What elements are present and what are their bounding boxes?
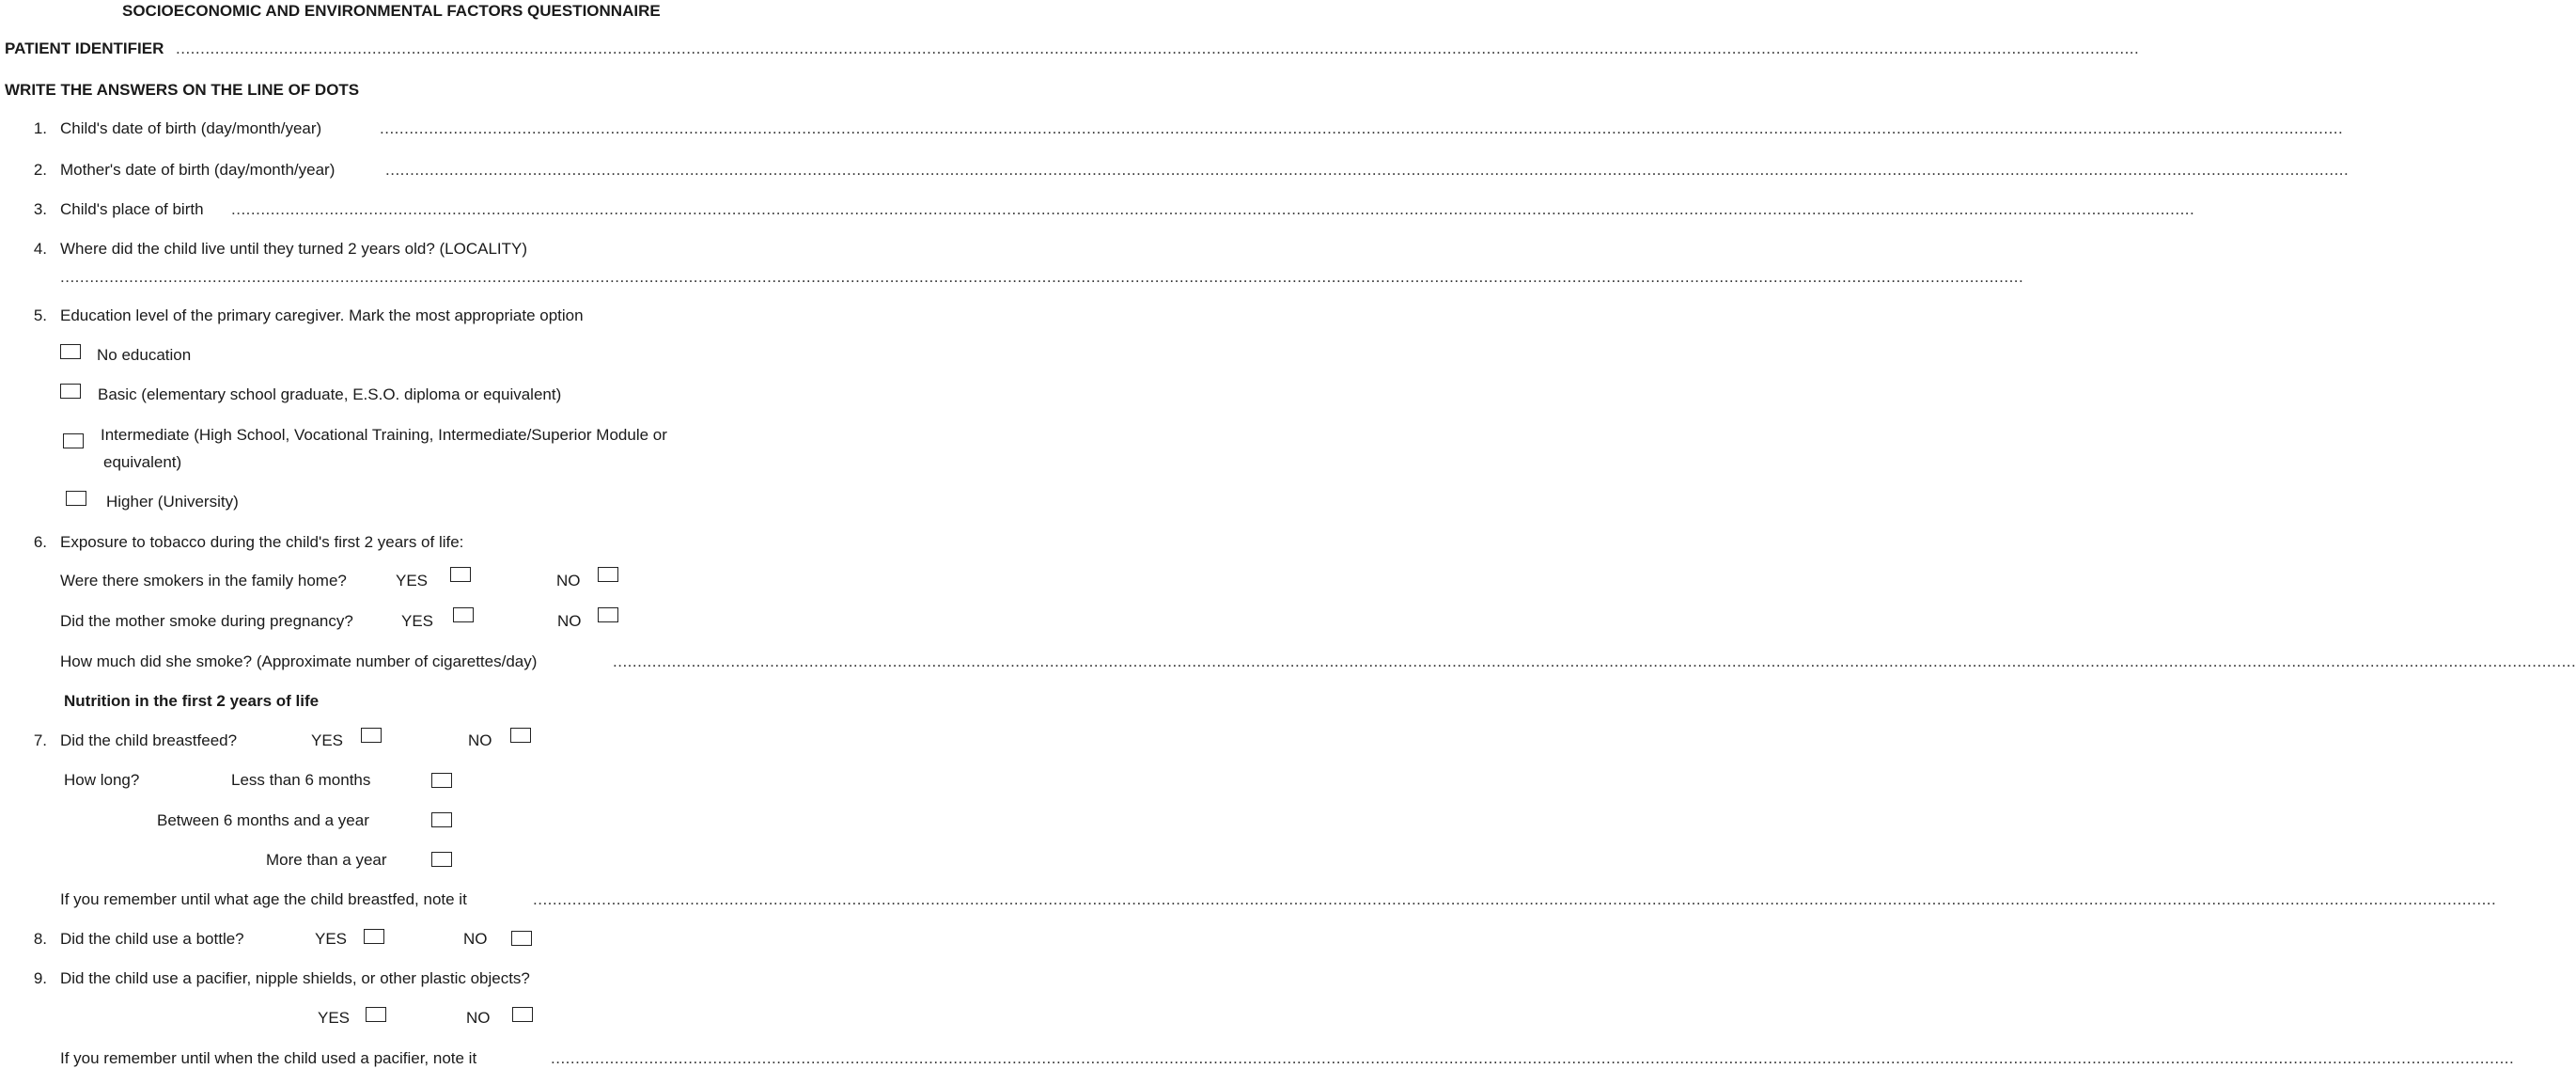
q7-duration-6-12-label: Between 6 months and a year [157, 811, 369, 829]
q6-how-much-question: How much did she smoke? (Approximate number of cigarettes/day) [60, 652, 538, 670]
q5-option-basic-checkbox[interactable] [60, 384, 81, 399]
q1-answer-line[interactable]: ................................................................................................................................................................................................................................................................................................................................................................................................................ [380, 119, 2344, 137]
q5-option-intermediate-label-cont: equivalent) [103, 453, 182, 471]
q6-number: 6. [33, 533, 47, 551]
q8-text: Did the child use a bottle? [60, 930, 244, 948]
q1-number: 1. [33, 119, 47, 137]
q7-duration-more-year-checkbox[interactable] [431, 852, 452, 867]
q6-mother-smoke-question: Did the mother smoke during pregnancy? [60, 612, 353, 630]
q8-no-label: NO [463, 930, 488, 948]
q5-option-intermediate-label: Intermediate (High School, Vocational Training, Intermediate/Superior Module or [101, 426, 667, 444]
q6-mother-smoke-yes-label: YES [401, 612, 434, 630]
patient-identifier-label: PATIENT IDENTIFIER [5, 39, 164, 57]
q7-duration-6-12-checkbox[interactable] [431, 812, 452, 827]
q2-number: 2. [33, 161, 47, 179]
q7-duration-less-6-checkbox[interactable] [431, 773, 452, 788]
q9-number: 9. [33, 969, 47, 987]
q7-remember-answer-line[interactable]: ................................................................................................................................................................................................................................................................................................................................................................................................................ [533, 890, 2497, 908]
q7-text: Did the child breastfeed? [60, 731, 238, 749]
q8-yes-checkbox[interactable] [364, 929, 384, 944]
q4-number: 4. [33, 240, 47, 258]
q4-answer-line[interactable]: ................................................................................................................................................................................................................................................................................................................................................................................................................ [60, 268, 2024, 286]
q5-option-intermediate-checkbox[interactable] [63, 433, 84, 448]
q4-text: Where did the child live until they turned 2 years old? (LOCALITY) [60, 240, 528, 258]
q6-how-much-answer-line[interactable]: ................................................................................................................................................................................................................................................................................................................................................................................................................ [613, 652, 2576, 670]
q6-smokers-home-yes-checkbox[interactable] [450, 567, 471, 582]
q9-yes-label: YES [318, 1009, 351, 1027]
q8-no-checkbox[interactable] [511, 931, 532, 946]
q7-duration-less-6-label: Less than 6 months [231, 771, 371, 789]
q7-remember-question: If you remember until what age the child breastfed, note it [60, 890, 467, 908]
q5-option-none-checkbox[interactable] [60, 344, 81, 359]
q9-text: Did the child use a pacifier, nipple shields, or other plastic objects? [60, 969, 530, 987]
q9-no-label: NO [466, 1009, 491, 1027]
q7-yes-checkbox[interactable] [361, 728, 382, 743]
q7-how-long-label: How long? [64, 771, 140, 789]
instructions: WRITE THE ANSWERS ON THE LINE OF DOTS [5, 81, 360, 99]
q6-mother-smoke-no-checkbox[interactable] [598, 607, 618, 622]
q9-no-checkbox[interactable] [512, 1007, 533, 1022]
q5-option-higher-checkbox[interactable] [66, 491, 86, 506]
q8-number: 8. [33, 930, 47, 948]
q6-mother-smoke-no-label: NO [557, 612, 582, 630]
q7-duration-more-year-label: More than a year [266, 851, 387, 869]
nutrition-heading: Nutrition in the first 2 years of life [64, 692, 320, 710]
q9-remember-answer-line[interactable]: ................................................................................................................................................................................................................................................................................................................................................................................................................ [551, 1049, 2515, 1067]
q8-yes-label: YES [315, 930, 348, 948]
q9-remember-question: If you remember until when the child used a pacifier, note it [60, 1049, 477, 1067]
q6-mother-smoke-yes-checkbox[interactable] [453, 607, 474, 622]
q7-yes-label: YES [311, 731, 344, 749]
q9-yes-checkbox[interactable] [366, 1007, 386, 1022]
q6-text: Exposure to tobacco during the child's first 2 years of life: [60, 533, 464, 551]
questionnaire-title: SOCIOECONOMIC AND ENVIRONMENTAL FACTORS QUESTIONNAIRE [122, 2, 661, 20]
q6-smokers-home-question: Were there smokers in the family home? [60, 572, 347, 590]
q5-text: Education level of the primary caregiver. Mark the most appropriate option [60, 307, 584, 324]
q3-answer-line[interactable]: ................................................................................................................................................................................................................................................................................................................................................................................................................ [231, 200, 2195, 218]
q5-option-none-label: No education [97, 346, 192, 364]
q3-number: 3. [33, 200, 47, 218]
q2-text: Mother's date of birth (day/month/year) [60, 161, 336, 179]
q3-text: Child's place of birth [60, 200, 204, 218]
q5-option-basic-label: Basic (elementary school graduate, E.S.O. diploma or equivalent) [98, 385, 562, 403]
q5-option-higher-label: Higher (University) [106, 493, 239, 511]
q7-no-label: NO [468, 731, 492, 749]
q6-smokers-home-no-checkbox[interactable] [598, 567, 618, 582]
q2-answer-line[interactable]: ................................................................................................................................................................................................................................................................................................................................................................................................................ [385, 161, 2350, 179]
q7-no-checkbox[interactable] [510, 728, 531, 743]
patient-identifier-line[interactable]: ................................................................................................................................................................................................................................................................................................................................................................................................................ [176, 39, 2140, 57]
q7-number: 7. [33, 731, 47, 749]
q5-number: 5. [33, 307, 47, 324]
q6-smokers-home-yes-label: YES [396, 572, 429, 590]
q1-text: Child's date of birth (day/month/year) [60, 119, 322, 137]
q6-smokers-home-no-label: NO [556, 572, 581, 590]
